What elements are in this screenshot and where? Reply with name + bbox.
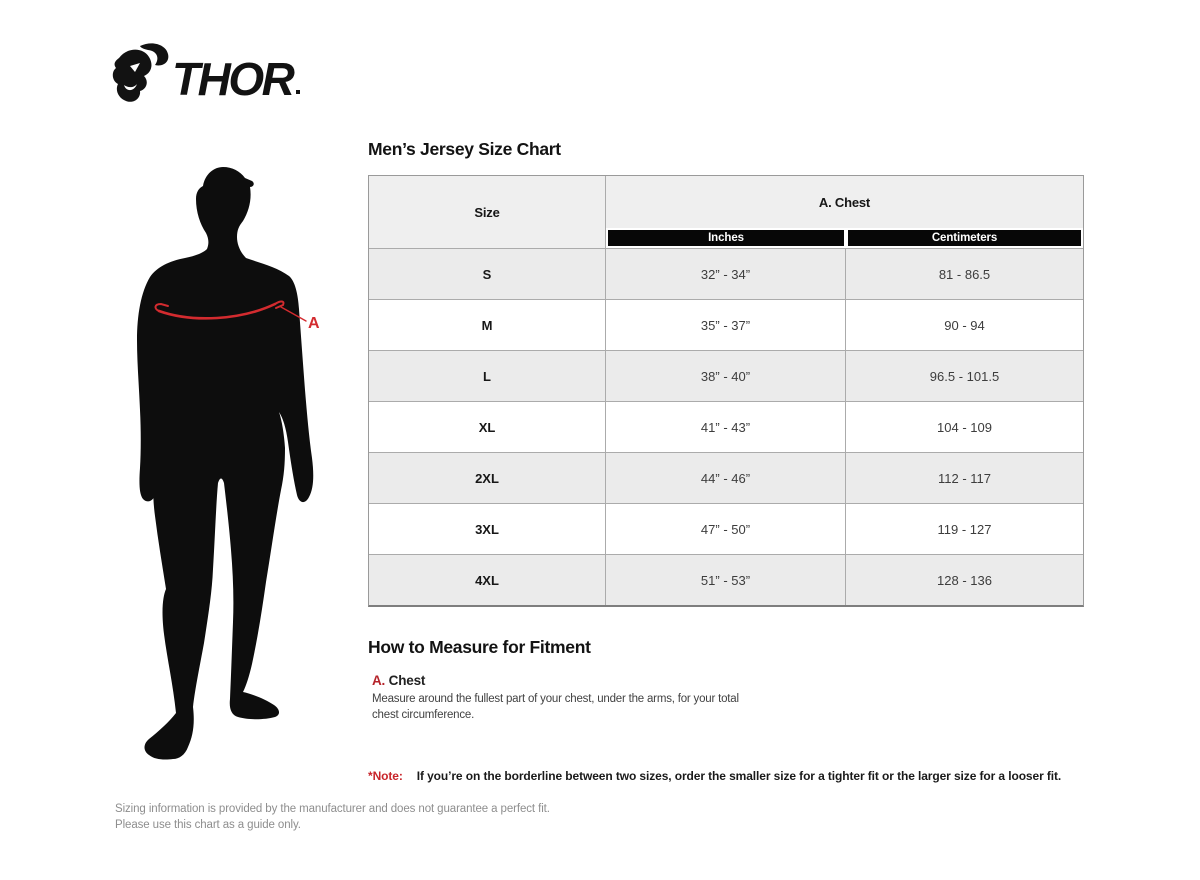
- inches-cell: 51” - 53”: [606, 554, 846, 605]
- thor-logo: [110, 38, 310, 110]
- size-cell: 2XL: [369, 452, 606, 503]
- brand-text: THOR: [172, 53, 293, 105]
- measure-item-description: Measure around the fullest part of your chest, under the arms, for your total chest circumference.: [372, 693, 739, 721]
- brand-trademark-dot: [296, 90, 300, 94]
- size-chart-title: Men’s Jersey Size Chart: [368, 139, 561, 159]
- size-cell: M: [369, 299, 606, 350]
- measure-item-chest: [372, 673, 752, 724]
- note-label: *Note:: [368, 769, 403, 783]
- unit-header-centimeters: [846, 228, 1083, 248]
- size-cell: S: [369, 248, 606, 299]
- disclaimer: [115, 801, 550, 833]
- goat-head-icon: [113, 43, 169, 101]
- cm-cell: 112 - 117: [846, 452, 1083, 503]
- cm-cell: 119 - 127: [846, 503, 1083, 554]
- cm-cell: 104 - 109: [846, 401, 1083, 452]
- size-cell: L: [369, 350, 606, 401]
- cm-cell: 128 - 136: [846, 554, 1083, 605]
- inches-cell: 41” - 43”: [606, 401, 846, 452]
- note-text: If you’re on the borderline between two sizes, order the smaller size for a tighter fit or the larger size for a looser fit.: [416, 769, 1062, 783]
- measure-item-letter: A.: [372, 673, 386, 688]
- chest-point-label: A: [308, 315, 320, 332]
- measure-section-title: How to Measure for Fitment: [368, 637, 591, 657]
- cm-cell: 81 - 86.5: [846, 248, 1083, 299]
- male-figure-shape: [137, 167, 313, 760]
- disclaimer-line2: Please use this chart as a guide only.: [115, 819, 301, 832]
- measure-item-heading: [372, 673, 752, 688]
- column-header-chest: A. Chest: [606, 176, 1083, 228]
- measure-item-name: Chest: [388, 673, 426, 688]
- unit-header-inches: [606, 228, 846, 248]
- inches-cell: 35” - 37”: [606, 299, 846, 350]
- inches-cell: 38” - 40”: [606, 350, 846, 401]
- size-chart-table: [368, 175, 1084, 607]
- disclaimer-line1: Sizing information is provided by the manufacturer and does not guarantee a perfect fit.: [115, 803, 550, 815]
- column-header-size: Size: [369, 176, 606, 248]
- inches-cell: 32” - 34”: [606, 248, 846, 299]
- inches-cell: 44” - 46”: [606, 452, 846, 503]
- inches-cell: 47” - 50”: [606, 503, 846, 554]
- cm-cell: 90 - 94: [846, 299, 1083, 350]
- sizing-note: [368, 769, 1061, 783]
- inches-label: Inches: [608, 230, 844, 246]
- size-cell: 4XL: [369, 554, 606, 605]
- size-cell: XL: [369, 401, 606, 452]
- centimeters-label: Centimeters: [848, 230, 1081, 246]
- size-cell: 3XL: [369, 503, 606, 554]
- body-silhouette: [133, 164, 328, 768]
- cm-cell: 96.5 - 101.5: [846, 350, 1083, 401]
